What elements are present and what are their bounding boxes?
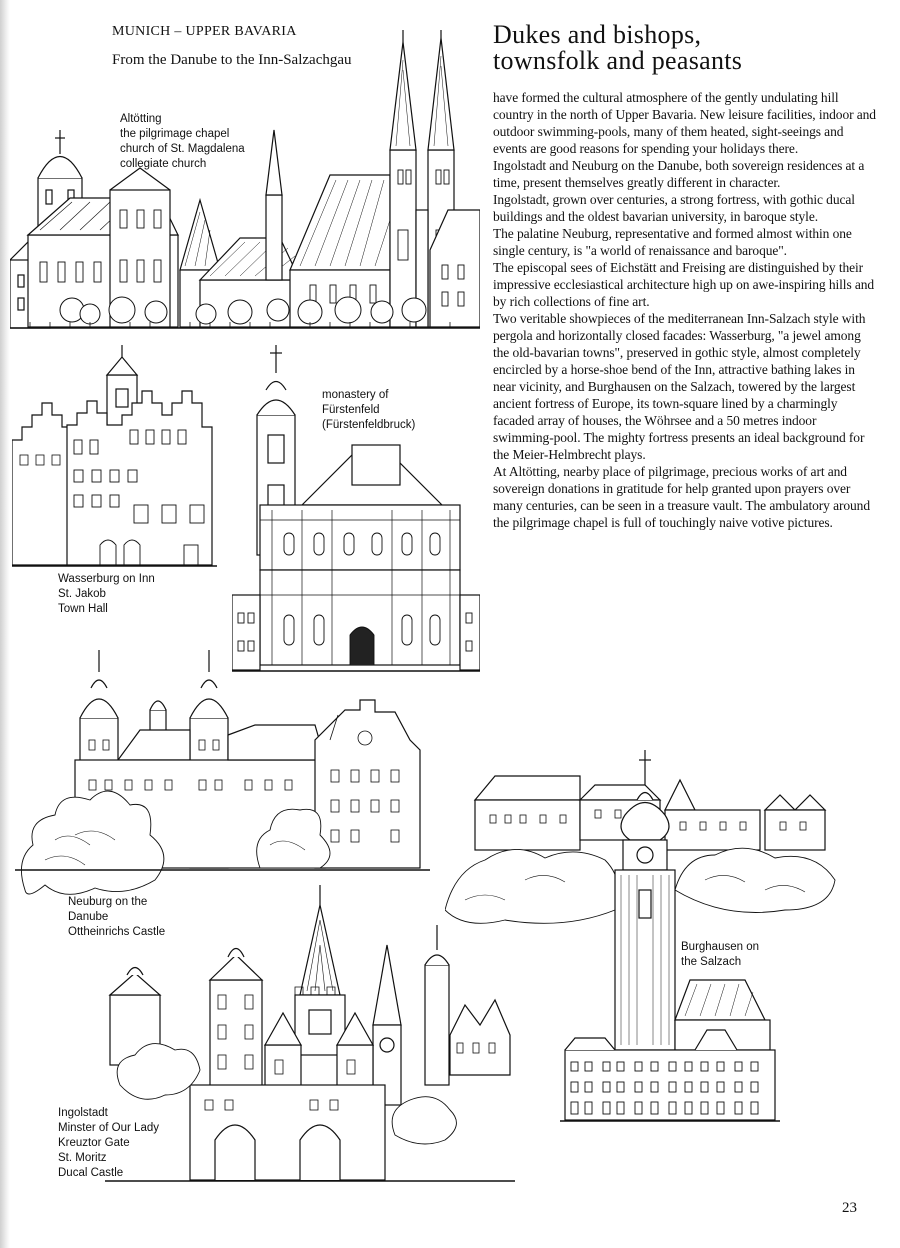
caption-line: church of St. Magdalena	[120, 143, 245, 155]
caption-line: Ducal Castle	[58, 1167, 124, 1179]
page-gutter-shadow	[0, 0, 10, 1248]
castle-drawing	[15, 640, 430, 900]
caption-fuerstenfeld	[322, 388, 415, 433]
caption-line: Town Hall	[58, 603, 108, 615]
caption-line: Danube	[68, 911, 109, 923]
article-title-line: Dukes and bishops,	[493, 20, 702, 49]
caption-line: Kreuztor Gate	[58, 1137, 130, 1149]
caption-line: Ottheinrichs Castle	[68, 926, 166, 938]
caption-burghausen	[681, 940, 759, 970]
article-body	[493, 89, 878, 531]
caption-line: the pilgrimage chapel	[120, 128, 230, 140]
caption-line: Altötting	[120, 113, 162, 125]
caption-line: Fürstenfeld	[322, 404, 380, 416]
caption-line: (Fürstenfeldbruck)	[322, 419, 416, 431]
caption-wasserburg	[58, 572, 155, 617]
article-title-line: townsfolk and peasants	[493, 46, 743, 75]
article-paragraph: Ingolstadt, grown over centuries, a strong fortress, with gothic ducal buildings and the oldest bavarian university, in baroque style.	[493, 192, 855, 224]
page-number: 23	[842, 1200, 857, 1216]
caption-line: Neuburg on the	[68, 896, 148, 908]
article-paragraph: The episcopal sees of Eichstätt and Freising are distinguished by their impressive ecclesiastical architecture high up on awe-inspiring hills and by rich collections of fine art.	[493, 260, 875, 309]
article-title	[493, 22, 873, 74]
article-paragraph: The palatine Neuburg, representative and formed almost within one single century, is "a world of renaissance and baroque".	[493, 226, 852, 258]
town-hall-drawing	[12, 345, 217, 570]
article-paragraph: Ingolstadt and Neuburg on the Danube, both sovereign residences at a time, present themselves greatly different in character.	[493, 158, 865, 190]
caption-line: Ingolstadt	[58, 1107, 108, 1119]
caption-line: Wasserburg on Inn	[58, 573, 155, 585]
caption-line: St. Moritz	[58, 1152, 107, 1164]
section-subtitle: From the Danube to the Inn-Salzachgau	[112, 52, 352, 68]
caption-line: St. Jakob	[58, 588, 106, 600]
caption-line: the Salzach	[681, 956, 742, 968]
section-title: MUNICH – UPPER BAVARIA	[112, 24, 297, 39]
caption-ingolstadt	[58, 1106, 159, 1181]
caption-line: collegiate church	[120, 158, 207, 170]
caption-line: Burghausen on	[681, 941, 760, 953]
article-paragraph: Two veritable showpieces of the mediterranean Inn-Salzach style with pergola and horizontally closed facades: Wasserburg, "a jewel among the old-bavarian towns", preserved in gothic style, almost completely encircled by a horse-shoe bend of the Inn, attractive bathing lakes in near vicinity, and Burghausen on the Salzach, towered by the largest ancient fortress of Europe, its town-square lined by a charmingly facaded array of houses, the Wöhrsee and a 50 metres indoor swimming-pool. The mighty fortress presents an ideal background for the Meier-Helmbrecht plays.	[493, 311, 866, 462]
article-paragraph: At Altötting, nearby place of pilgrimage, precious works of art and sovereign donations in gratitude for help granted upon prayers over many centuries, can be seen in a treasure vault. The ambulatory around the pilgrimage chapel is full of touchingly naive votive pictures.	[493, 464, 870, 530]
caption-altoetting	[120, 112, 245, 172]
gate-towers-drawing	[105, 885, 515, 1185]
caption-line: monastery of	[322, 389, 389, 401]
article-paragraph: have formed the cultural atmosphere of the gently undulating hill country in the north of Upper Bavaria. New leisure facilities, indoor and outdoor swimming-pools, many of them heated, sight-seeings and events are good reasons for spending your holidays there.	[493, 90, 876, 156]
church-skyline-drawing	[10, 30, 480, 335]
caption-line: Minster of Our Lady	[58, 1122, 159, 1134]
